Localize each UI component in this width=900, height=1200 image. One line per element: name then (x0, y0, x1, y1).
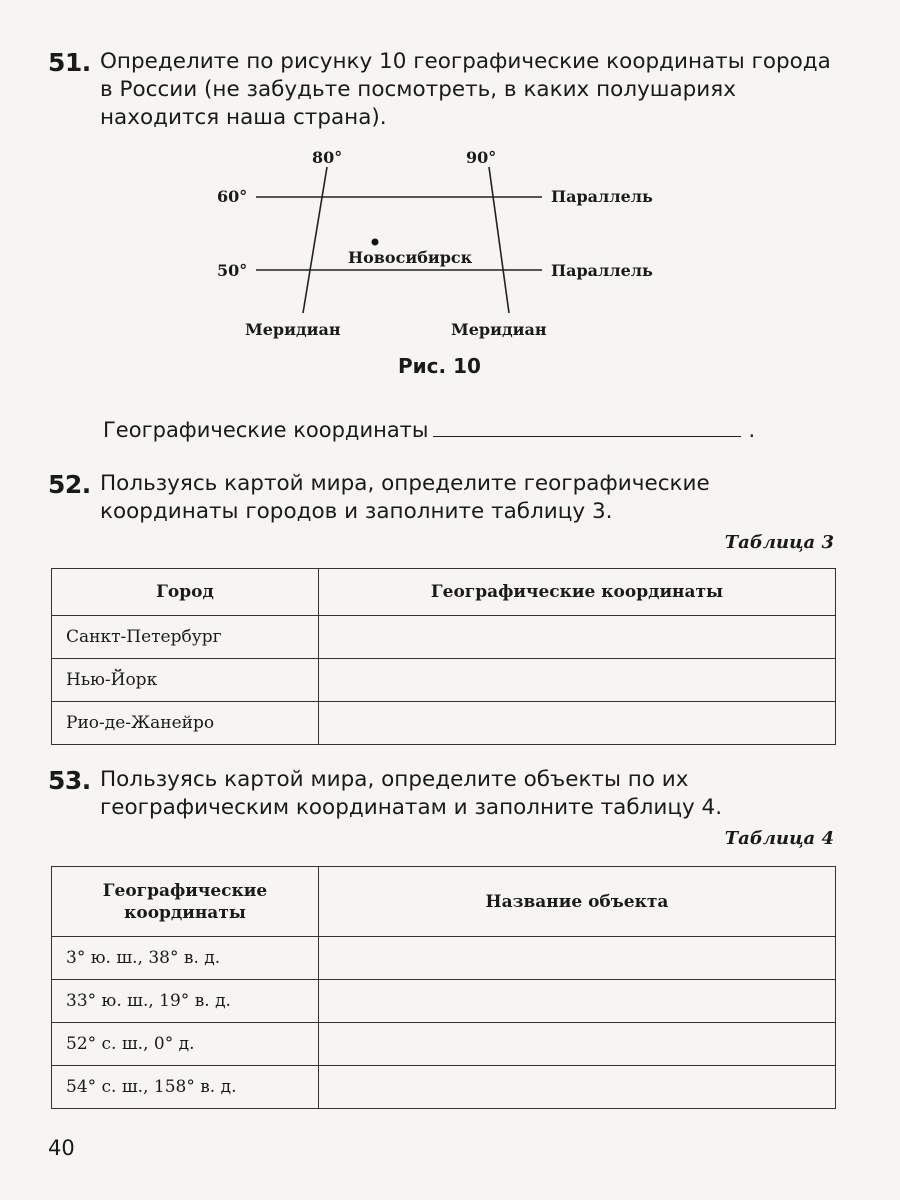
answer-end: . (748, 418, 756, 442)
task-51 (48, 48, 848, 132)
table-row (52, 1066, 836, 1109)
label-parallel-bottom: Параллель (551, 261, 653, 280)
table-3 (51, 568, 836, 745)
table-header-row (52, 569, 836, 616)
table-3-title: Таблица 3 (724, 532, 834, 553)
task-53 (48, 766, 848, 822)
table-row (52, 1023, 836, 1066)
table-4-title: Таблица 4 (724, 828, 834, 849)
table-row (52, 980, 836, 1023)
answer-cell[interactable] (319, 937, 836, 980)
answer-cell[interactable] (319, 980, 836, 1023)
city-cell: Рио-де-Жанейро (52, 702, 319, 745)
city-cell: Нью-Йорк (52, 659, 319, 702)
table-header-row (52, 867, 836, 937)
answer-cell[interactable] (319, 659, 836, 702)
answer-line (103, 418, 755, 442)
table-row (52, 937, 836, 980)
answer-cell[interactable] (319, 1023, 836, 1066)
header-coordinates (52, 867, 319, 937)
novosibirsk-point (372, 239, 379, 246)
label-90-degrees: 90° (466, 148, 497, 167)
task-number: 52. (48, 470, 91, 499)
meridian-90-line (489, 167, 509, 313)
header-coordinates-line2: координаты (124, 902, 246, 923)
page-number: 40 (48, 1136, 75, 1160)
figure-caption: Рис. 10 (398, 354, 481, 378)
label-60-degrees: 60° (217, 187, 248, 206)
task-text: Пользуясь картой мира, определите географические координаты городов и заполните таблицу 3. (100, 471, 710, 524)
task-text: Пользуясь картой мира, определите объекты по их географическим координатам и заполните таблицу 4. (100, 767, 723, 820)
table-row (52, 659, 836, 702)
coords-cell: 54° с. ш., 158° в. д. (52, 1066, 319, 1109)
header-coordinates: Географические координаты (319, 569, 836, 616)
task-number: 53. (48, 766, 91, 795)
label-parallel-top: Параллель (551, 187, 653, 206)
header-city: Город (52, 569, 319, 616)
meridian-80-line (303, 167, 327, 313)
answer-blank[interactable] (433, 418, 741, 437)
header-object-name: Название объекта (319, 867, 836, 937)
label-meridian-right: Меридиан (451, 320, 547, 339)
answer-label: Географические координаты (103, 418, 429, 442)
header-coordinates-line1: Географические (102, 880, 268, 901)
label-meridian-left: Меридиан (245, 320, 341, 339)
coords-cell: 33° ю. ш., 19° в. д. (52, 980, 319, 1023)
label-50-degrees: 50° (217, 261, 248, 280)
answer-cell[interactable] (319, 1066, 836, 1109)
table-4 (51, 866, 836, 1109)
table-row (52, 702, 836, 745)
answer-cell[interactable] (319, 616, 836, 659)
task-text: Определите по рисунку 10 географические координаты города в России (не забудьте посмотреть, в каких полушариях находится наша страна). (100, 49, 831, 130)
task-number: 51. (48, 48, 91, 77)
answer-cell[interactable] (319, 702, 836, 745)
table-row (52, 616, 836, 659)
city-cell: Санкт-Петербург (52, 616, 319, 659)
label-80-degrees: 80° (312, 148, 343, 167)
coords-cell: 3° ю. ш., 38° в. д. (52, 937, 319, 980)
label-novosibirsk: Новосибирск (348, 248, 473, 267)
task-52 (48, 470, 848, 526)
coords-cell: 52° с. ш., 0° д. (52, 1023, 319, 1066)
